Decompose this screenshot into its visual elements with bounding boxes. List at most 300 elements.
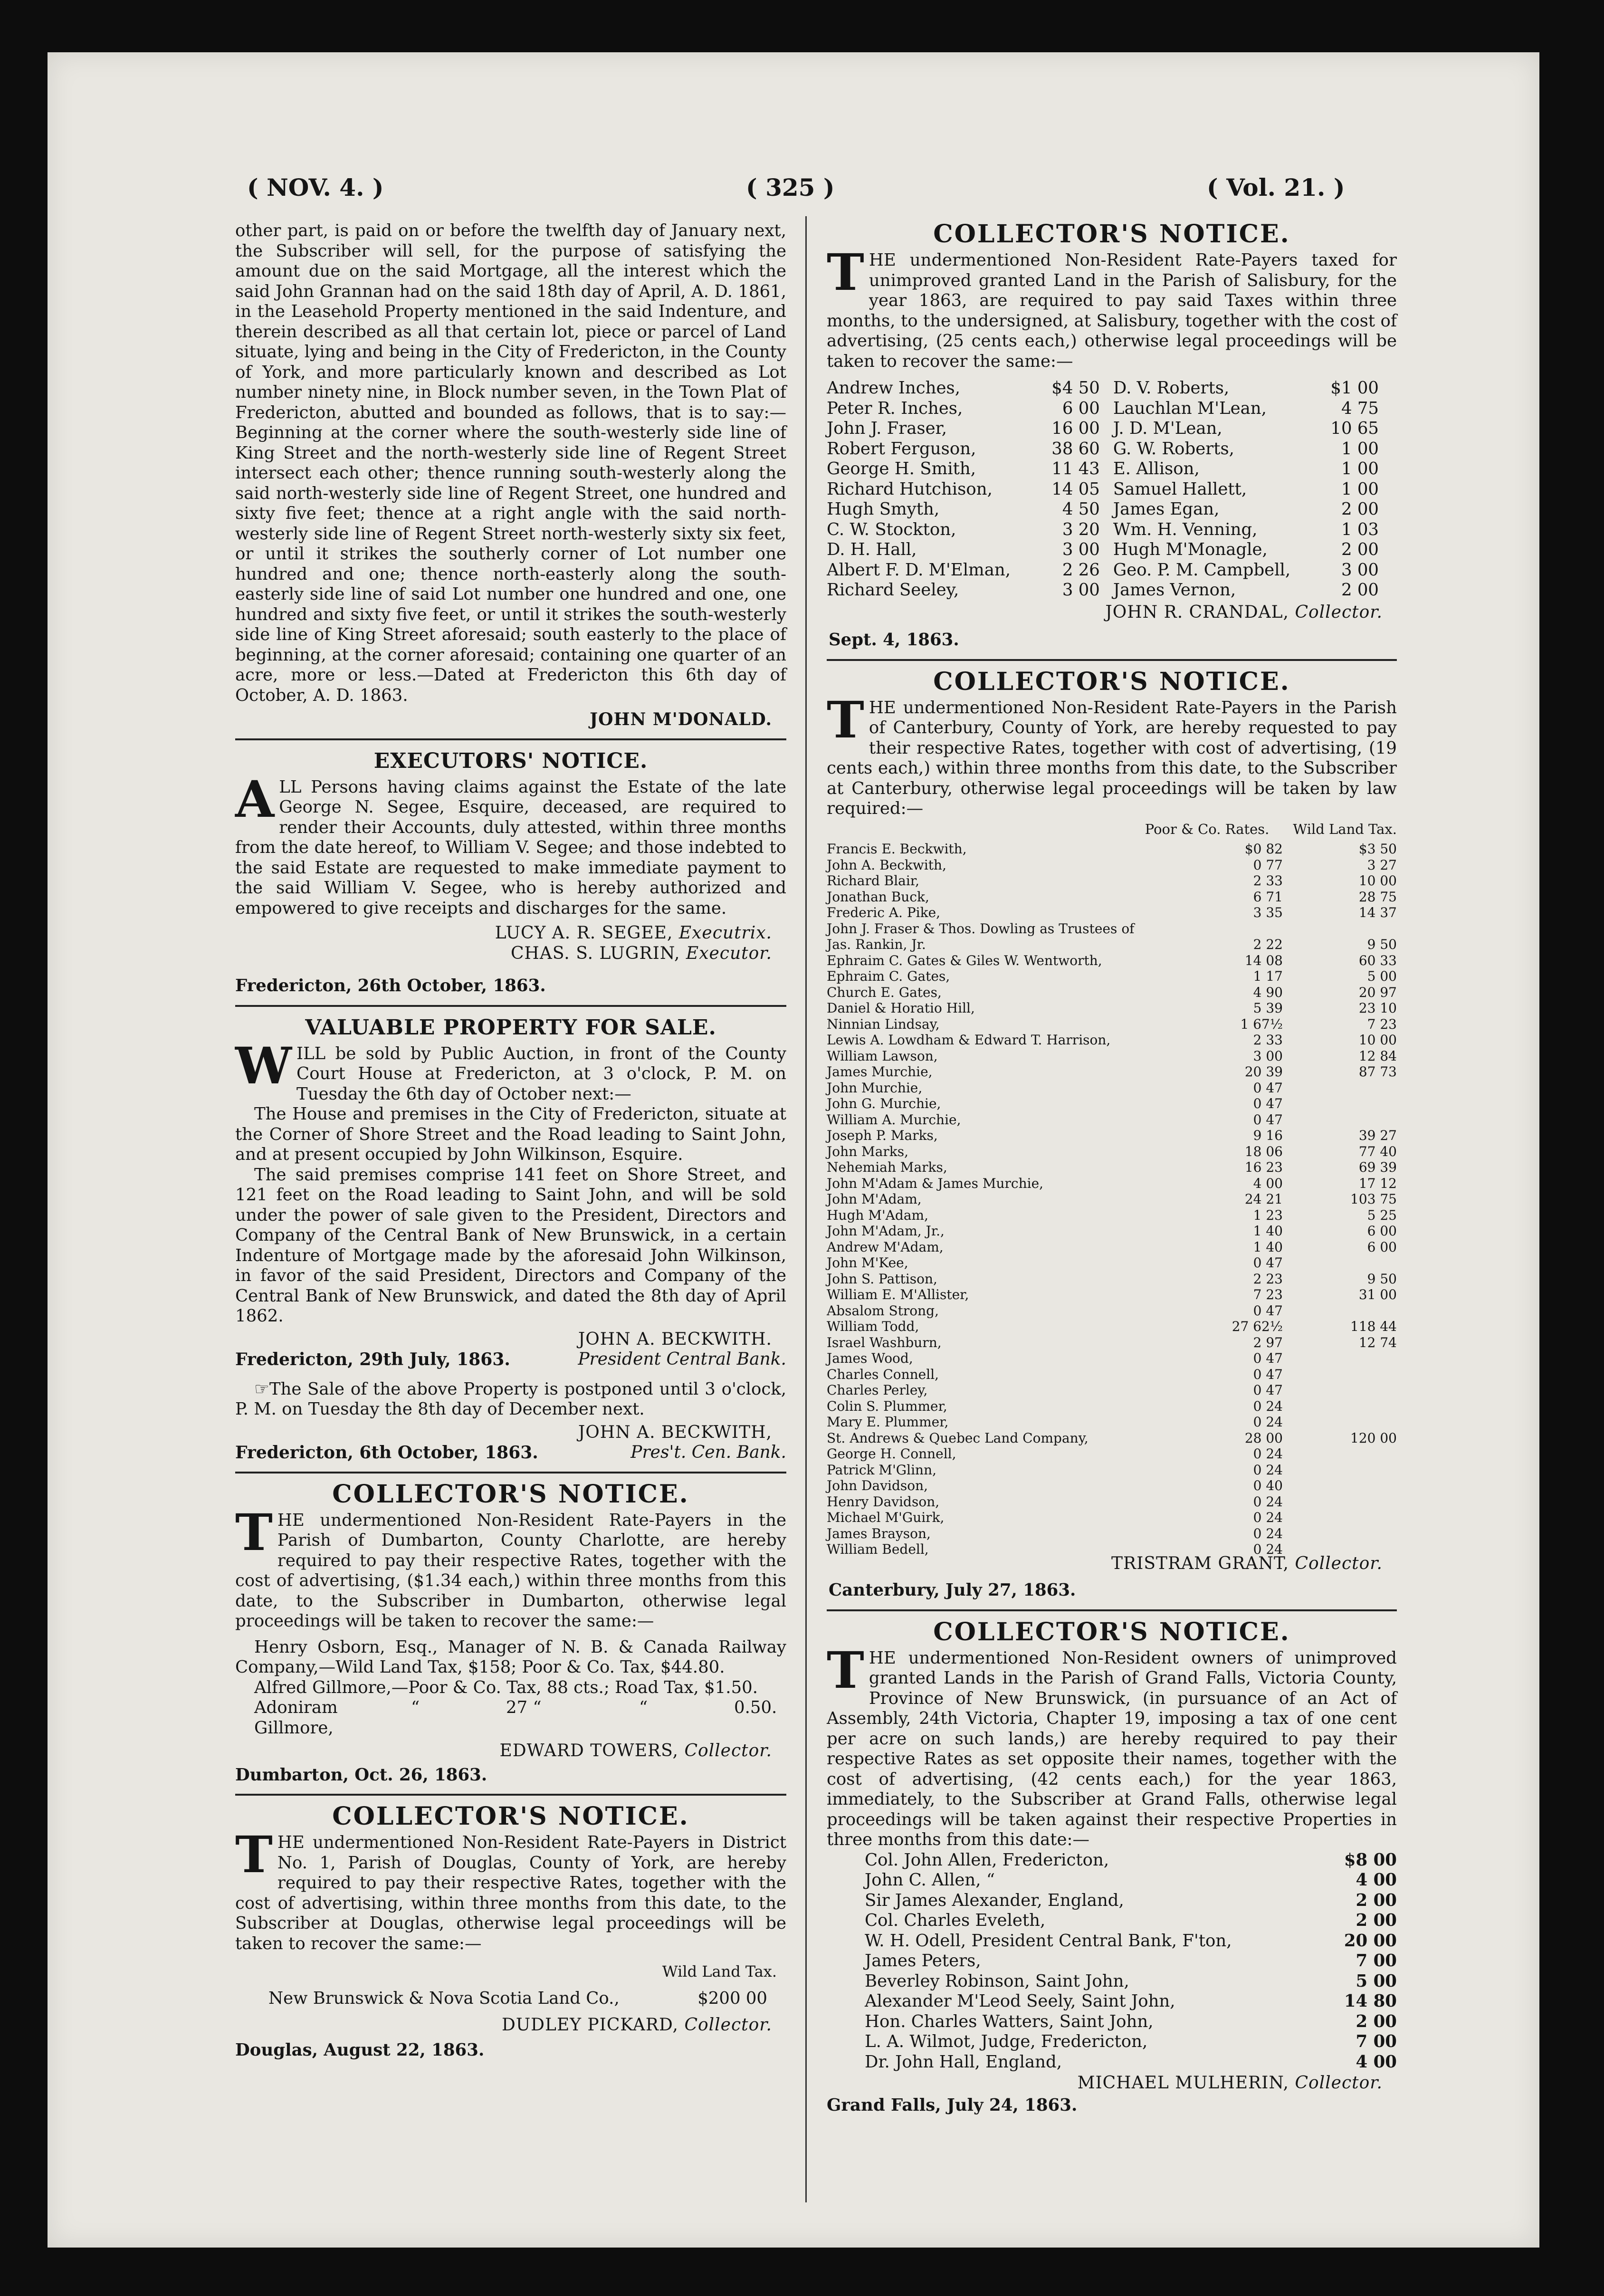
amount: 2 00 [1356,1911,1397,1930]
amount: 2 00 [1356,1890,1397,1910]
amount: 11 43 [1051,459,1100,478]
property-sale-title: VALUABLE PROPERTY FOR SALE. [305,1015,716,1040]
payer-name: Albert F. D. M'Elman, [827,560,1011,580]
wild-land-tax: 87 73 [1358,1064,1397,1080]
wild-land-tax: 6 00 [1367,1239,1397,1255]
postponement-date: Fredericton, 6th October, 1863. [235,1443,538,1463]
canterbury-notice-body: THE undermentioned Non-Resident Rate-Payers in the Parish of Canterbury, County of York, are hereby requested to pay their respective Rates, together with cost of advertising, (19 cents each,) within three months from this date, to the Subscriber at Canterbury, otherwise legal proceedings will be taken by law required:— [827,689,1397,818]
amount: 2 26 [1062,560,1100,580]
poor-co-rate: 3 35 [1253,905,1283,920]
divider [235,1472,786,1473]
owner-name: Dr. John Hall, England, [865,2052,1062,2072]
owner-name: John C. Allen, “ [865,1870,995,1890]
wild-land-tax: 3 27 [1367,857,1397,873]
payer-name: Lauchlan M'Lean, [1113,398,1267,418]
amount: 1 00 [1341,459,1379,478]
dumbarton-entry: Alfred Gillmore,—Poor & Co. Tax, 88 cts.; Road Tax, $1.50. [254,1677,758,1697]
wild-land-tax [1292,1446,1397,1462]
signatory-name: EDWARD TOWERS, [499,1741,678,1760]
table-row [827,1144,1397,1160]
table-row [827,1911,1397,1931]
poor-co-rate: 1 17 [1253,968,1283,984]
table-row [827,459,1392,479]
dumbarton-notice-body: THE undermentioned Non-Resident Rate-Payers in the Parish of Dumbarton, County Charlotte, are hereby required to pay their respective Rates, together with the cost of advertising, ($1.34 each,) within three months from this date, to the Subscriber in Dumbarton, otherwise legal proceedings will be taken to recover the same:— [235,1502,786,1631]
amount: 3 00 [1062,540,1100,559]
table-row [827,1176,1397,1192]
left-column [235,221,786,2060]
table-row [827,905,1397,921]
payer-name: John M'Kee, [827,1255,908,1271]
payer-name: James Wood, [827,1350,913,1366]
payer-name: William Bedell, [827,1541,929,1557]
poor-co-rate: 0 24 [1253,1398,1283,1414]
wild-land-tax [1292,1478,1397,1494]
signatory-role: President Central Bank. [578,1349,786,1369]
canterbury-column-headers [827,819,1397,840]
amount: 3 00 [1341,560,1379,580]
wild-land-tax: 60 33 [1358,952,1397,968]
poor-co-rate: 0 24 [1253,1446,1283,1462]
poor-co-rate: 0 77 [1253,857,1283,873]
table-row [827,937,1397,953]
douglas-collector-signature [235,2015,786,2036]
amount: $8 00 [1344,1850,1397,1870]
grand-falls-date: Grand Falls, July 24, 1863. [827,2095,1078,2115]
payer-name: John A. Beckwith, [827,857,946,873]
divider [235,1794,786,1796]
wild-land-tax: 103 75 [1350,1191,1397,1207]
amount: 16 00 [1051,419,1100,438]
payer-name: Ephraim C. Gates & Giles W. Wentworth, [827,952,1102,968]
wild-land-tax: $3 50 [1358,841,1397,857]
wild-land-tax: 69 39 [1358,1159,1397,1175]
table-row [827,1850,1397,1871]
poor-co-rate: 1 23 [1253,1207,1283,1223]
canterbury-date: Canterbury, July 27, 1863. [829,1580,1076,1600]
signatory-role: Collector. [1295,602,1383,622]
table-row [827,1870,1397,1891]
wild-land-tax [1292,1382,1397,1398]
signatory-name: LUCY A. R. SEGEE, [495,923,673,943]
poor-co-rate: 2 23 [1253,1271,1283,1287]
payer-name: Michael M'Guirk, [827,1510,945,1525]
poor-co-rate: 0 47 [1253,1382,1283,1398]
dumbarton-entry [235,1698,786,1738]
table-row [827,1462,1397,1478]
table-row [827,1335,1397,1351]
poor-co-rate: 0 24 [1253,1462,1283,1478]
column-divider [805,216,807,2202]
douglas-notice-title: COLLECTOR'S NOTICE. [332,1802,689,1831]
poor-co-rate: 27 62½ [1232,1319,1283,1334]
wild-land-tax [1292,1367,1397,1383]
poor-co-rate: 0 24 [1253,1525,1283,1541]
grand-falls-collector-signature [827,2073,1397,2094]
canterbury-notice-title: COLLECTOR'S NOTICE. [933,667,1290,696]
poor-co-rate: 0 24 [1253,1541,1283,1557]
poor-co-rate: 0 47 [1253,1080,1283,1096]
payer-name: Church E. Gates, [827,984,942,1000]
amount: 1 03 [1341,519,1379,539]
wild-land-tax: 20 97 [1358,984,1397,1000]
wild-land-tax [1292,1526,1397,1542]
signatory-role: Pres't. Cen. Bank. [630,1443,786,1462]
poor-co-rate: 0 47 [1253,1255,1283,1271]
payer-name: Lewis A. Lowdham & Edward T. Harrison, [827,1032,1111,1048]
dumbarton-date: Dumbarton, Oct. 26, 1863. [235,1765,487,1785]
payer-name: James Brayson, [827,1525,931,1541]
wild-land-tax [1292,1303,1397,1319]
signatory-role: Collector. [684,1741,772,1760]
right-column [827,221,1397,2115]
wild-land-tax: 9 50 [1367,937,1397,952]
payer-name: E. Allison, [1113,459,1200,478]
payer-name: Jas. Rankin, Jr. [827,937,926,952]
poor-co-rate: 1 40 [1253,1223,1283,1239]
table-row [827,841,1397,857]
signatory-name: MICHAEL MULHERIN, [1077,2073,1289,2093]
dropcap: T [235,1825,273,1884]
dumbarton-collector-signature [235,1741,786,1761]
payer-name: Robert Ferguson, [827,439,976,459]
payer-name: John S. Pattison, [827,1271,937,1287]
payer-name: Joseph P. Marks, [827,1128,938,1143]
payer-name: Nehemiah Marks, [827,1159,947,1175]
douglas-entry [235,1989,786,2009]
payer-name: Daniel & Horatio Hill, [827,1000,975,1016]
pointing-hand-icon: ☞ [254,1379,269,1399]
payer-name: Samuel Hallett, [1113,479,1247,499]
table-row [827,499,1392,520]
table-row [827,1032,1397,1048]
payer-name: John J. Fraser & Thos. Dowling as Trustees of [827,920,1135,937]
payer-name: William E. M'Allister, [827,1287,969,1302]
payer-name: John M'Adam & James Murchie, [827,1175,1044,1191]
table-row [827,1991,1397,2012]
table-row [827,1080,1397,1096]
wild-land-tax [1292,1350,1397,1367]
amount: 7 00 [1356,2032,1397,2051]
wild-land-tax: 120 00 [1350,1430,1397,1446]
table-row [827,1016,1397,1033]
payer-name: Jonathan Buck, [827,889,929,905]
owner-name: Col. John Allen, Fredericton, [865,1850,1109,1870]
table-row [827,2052,1397,2073]
payer-name: Israel Washburn, [827,1334,942,1350]
table-row [827,378,1392,399]
divider [827,659,1397,661]
executors-date: Fredericton, 26th October, 1863. [235,976,546,995]
wild-land-tax: 5 00 [1367,968,1397,984]
amount: 38 60 [1051,439,1100,459]
wild-land-tax: 31 00 [1358,1287,1397,1302]
table-row [827,1128,1397,1144]
amount: 14 80 [1344,1991,1397,2011]
payer-name: John Davidson, [827,1478,928,1493]
table-row [827,889,1397,905]
grand-falls-notice-body: THE undermentioned Non-Resident owners of unimproved granted Lands in the Parish of Grand Falls, Victoria County, Province of New Brunswick, (in pursuance of an Act of Assembly, 24th Victoria, Chapter 19, imposing a tax of one cent per acre on such lands,) are hereby required to pay their respective Rates as set opposite their names, together with the cost of advertising, (42 cents each,) for the year 1863, immediately, to the Subscriber at Grand Falls, otherwise legal proceedings will be taken against their respective Properties in three months from this date:— [827,1640,1397,1849]
dropcap: W [235,1035,292,1095]
wild-land-tax [1292,1494,1397,1510]
owner-name: W. H. Odell, President Central Bank, F'ton, [865,1931,1232,1951]
amount: 4 00 [1356,2052,1397,2072]
poor-co-rate: 4 00 [1253,1175,1283,1191]
poor-co-rate: 3 00 [1253,1048,1283,1064]
signatory-role: Executor. [686,943,772,963]
salisbury-payers-table [827,378,1392,601]
table-row [827,1446,1397,1462]
amount: 1 00 [1341,479,1379,499]
table-row [827,2012,1397,2032]
amount: 10 65 [1330,419,1379,438]
payer-name: D. H. Hall, [827,540,917,559]
poor-co-rate: 6 71 [1253,889,1283,905]
table-row [827,1000,1397,1016]
payer-name: John M'Adam, Jr., [827,1223,945,1239]
wild-land-tax: 28 75 [1358,889,1397,905]
poor-co-rate: 0 47 [1253,1350,1283,1366]
table-row [827,560,1392,581]
signatory-name: CHAS. S. LUGRIN, [510,943,680,963]
canterbury-payers-table [827,841,1397,1558]
payer-name: J. D. M'Lean, [1113,419,1222,438]
divider [235,1005,786,1007]
payer-name: John Marks, [827,1143,909,1159]
payer-name: Andrew M'Adam, [827,1239,944,1255]
grand-falls-notice-title: COLLECTOR'S NOTICE. [933,1617,1290,1646]
wild-land-tax [1292,1112,1397,1128]
table-row [827,1048,1397,1064]
poor-co-rate: 20 39 [1244,1064,1283,1080]
payer-name: Richard Blair, [827,873,920,889]
table-row [827,1931,1397,1952]
wild-land-tax-header: Wild Land Tax. [1293,821,1397,837]
table-row [827,953,1397,969]
payer-name: Mary E. Plummer, [827,1414,949,1430]
poor-co-rate: 2 33 [1253,873,1283,889]
dropcap: T [827,1640,864,1700]
poor-co-rate: 0 47 [1253,1366,1283,1382]
amount: 14 05 [1051,479,1100,499]
signatory-name: JOHN R. CRANDAL, [1105,602,1289,622]
amount: 1 00 [1341,439,1379,459]
table-row [827,1526,1397,1542]
payer-name: Hugh Smyth, [827,499,940,519]
table-row [827,1478,1397,1494]
payer-name: Wm. H. Venning, [1113,519,1258,539]
payer-name: Peter R. Inches, [827,398,963,418]
amount: $200 00 [697,1988,767,2008]
wild-land-tax: 39 27 [1358,1128,1397,1143]
wild-land-tax [1292,1080,1397,1096]
poor-co-rate: 0 24 [1253,1493,1283,1510]
payer-name: Richard Hutchison, [827,479,993,499]
table-row [827,1303,1397,1319]
payer-name: Adoniram Gillmore, [254,1698,338,1738]
signatory-role: Collector. [1295,2073,1383,2093]
divider [827,1609,1397,1611]
wild-land-tax: 9 50 [1367,1271,1397,1287]
table-row [827,1510,1397,1526]
header-page-number: ( 325 ) [746,173,835,201]
newspaper-page [48,52,1539,2248]
table-row [827,1350,1397,1367]
payer-name: James Murchie, [827,1064,933,1080]
wild-land-tax: 10 00 [1358,873,1397,889]
amount: 7 00 [1356,1951,1397,1971]
ditto-amount: 27 “ [506,1698,542,1717]
amount: 3 20 [1062,519,1100,539]
amount: 2 00 [1341,540,1379,559]
table-row [827,1159,1397,1176]
amount: 5 00 [1356,1971,1397,1991]
table-row [827,857,1397,873]
signatory-role: Collector. [1295,1553,1383,1573]
payer-name: Colin S. Plummer, [827,1398,947,1414]
executors-notice-body: ALL Persons having claims against the Estate of the late George N. Segee, Esquire, deceased, are required to render their Accounts, duly attested, within three months from the date hereof, to William V. Segee; and those indebted to the said Estate are requested to make immediate payment to the said William V. Segee, who is hereby authorized and empowered to give receipts and discharges for the same. [235,769,786,918]
payer-name: James Vernon, [1113,580,1236,600]
payer-name: Charles Connell, [827,1366,939,1382]
property-date: Fredericton, 29th July, 1863. [235,1349,510,1369]
amount: 3 00 [1062,580,1100,600]
owner-name: James Peters, [865,1951,981,1971]
douglas-notice-body: THE undermentioned Non-Resident Rate-Payers in District No. 1, Parish of Douglas, County of York, are hereby required to pay their respective Rates, together with the cost of advertising, within three months from this date, to the Subscriber at Douglas, otherwise legal proceedings will be taken to recover the same:— [235,1825,786,1953]
signatory-name: TRISTRAM GRANT, [1111,1553,1289,1573]
amount: 2 00 [1341,580,1379,600]
wild-land-tax [1292,921,1397,937]
wild-land-tax: 10 00 [1358,1032,1397,1048]
amount: 2 00 [1356,2011,1397,2031]
wild-land-tax: 6 00 [1367,1223,1397,1239]
douglas-column-header: Wild Land Tax. [662,1962,777,1980]
table-row [827,1223,1397,1239]
amount: 0.50. [734,1698,777,1717]
poor-co-rate: 0 47 [1253,1302,1283,1319]
table-row [827,1064,1397,1080]
poor-co-rate: 16 23 [1244,1159,1283,1175]
executor-signature [235,944,786,964]
payer-name: Ephraim C. Gates, [827,968,950,984]
bank-president-signature: JOHN A. BECKWITH. [578,1329,772,1349]
wild-land-tax [1292,1398,1397,1415]
payer-name: George H. Connell, [827,1446,956,1462]
grand-falls-payers-table [827,1850,1397,2073]
wild-land-tax: 23 10 [1358,1000,1397,1016]
ditto-mark: “ [411,1698,420,1717]
postponement-dateline [235,1443,786,1463]
payer-name: John Murchie, [827,1080,923,1096]
wild-land-tax [1292,1510,1397,1526]
payer-name: St. Andrews & Quebec Land Company, [827,1430,1088,1446]
wild-land-tax: 118 44 [1350,1319,1397,1334]
header-date: ( NOV. 4. ) [247,173,384,201]
payer-name: Francis E. Beckwith, [827,841,967,857]
table-row [827,2032,1397,2052]
poor-co-rate: 0 24 [1253,1510,1283,1525]
wild-land-tax: 7 23 [1367,1016,1397,1032]
amount: 4 00 [1356,1870,1397,1890]
owner-name: Sir James Alexander, England, [865,1890,1124,1910]
property-dateline [235,1349,786,1370]
table-row [827,1255,1397,1271]
table-row [827,1207,1397,1224]
payer-name: John J. Fraser, [827,419,947,438]
table-row [827,1891,1397,1911]
salisbury-notice-title: COLLECTOR'S NOTICE. [933,220,1290,249]
poor-co-rate: 4 90 [1253,984,1283,1000]
amount: 4 50 [1062,499,1100,519]
owner-name: Hon. Charles Watters, Saint John, [865,2011,1154,2031]
payer-name: D. V. Roberts, [1113,378,1230,398]
wild-land-tax: 14 37 [1358,905,1397,920]
payer-name: Frederic A. Pike, [827,905,941,920]
postponement-notice: ☞The Sale of the above Property is postponed until 3 o'clock, P. M. on Tuesday the 8th day of December next. [235,1379,786,1419]
owner-name: Beverley Robinson, Saint John, [865,1971,1129,1991]
wild-land-tax [1292,1414,1397,1430]
dropcap: T [235,1502,273,1562]
table-row [827,1494,1397,1510]
poor-co-rate: 9 16 [1253,1128,1283,1143]
table-row [827,921,1397,937]
poor-co-rate: 1 40 [1253,1239,1283,1255]
salisbury-date: Sept. 4, 1863. [829,630,959,650]
poor-co-rate: 7 23 [1253,1287,1283,1302]
poor-co-rate: 0 47 [1253,1096,1283,1111]
douglas-date: Douglas, August 22, 1863. [235,2040,485,2060]
executors-notice-title: EXECUTORS' NOTICE. [373,748,648,773]
table-row [827,1096,1397,1112]
table-row [827,1319,1397,1335]
table-row [827,479,1392,500]
payer-name: Andrew Inches, [827,378,961,398]
payer-name: George H. Smith, [827,459,976,478]
poor-co-rate: 2 33 [1253,1032,1283,1048]
wild-land-tax: 12 84 [1358,1048,1397,1064]
table-row [827,1112,1397,1128]
amount: 2 00 [1341,499,1379,519]
dumbarton-notice-title: COLLECTOR'S NOTICE. [332,1479,689,1509]
wild-land-tax: 5 25 [1367,1207,1397,1223]
table-row [827,1239,1397,1255]
payer-name: William Lawson, [827,1048,938,1064]
poor-co-rate: 2 22 [1253,937,1283,952]
table-row [827,439,1392,459]
dropcap: A [235,769,275,829]
bank-president-signature-2: JOHN A. BECKWITH, [578,1422,772,1442]
table-row [827,1951,1397,1971]
payer-name: William A. Murchie, [827,1111,961,1128]
owner-name: L. A. Wilmot, Judge, Fredericton, [865,2032,1148,2051]
wild-land-tax [1292,1255,1397,1271]
poor-co-rate: $0 82 [1244,841,1283,857]
poor-co-rate: 0 24 [1253,1414,1283,1430]
poor-co-rate: 28 00 [1244,1430,1283,1446]
table-row [827,1287,1397,1303]
amount: $1 00 [1330,378,1379,398]
payer-name: Geo. P. M. Campbell, [1113,560,1291,580]
table-row [827,419,1392,439]
poor-co-rate [1178,921,1292,937]
dropcap: T [827,689,864,749]
signatory-role: Executrix. [678,923,772,943]
poor-co-rate: 0 40 [1253,1478,1283,1493]
signatory-role: Collector. [684,2015,772,2035]
table-row [827,399,1392,419]
payer-name: Hugh M'Adam, [827,1207,928,1223]
dropcap: T [827,242,864,302]
payer-name: John G. Murchie, [827,1096,941,1111]
wild-land-tax [1292,1462,1397,1478]
